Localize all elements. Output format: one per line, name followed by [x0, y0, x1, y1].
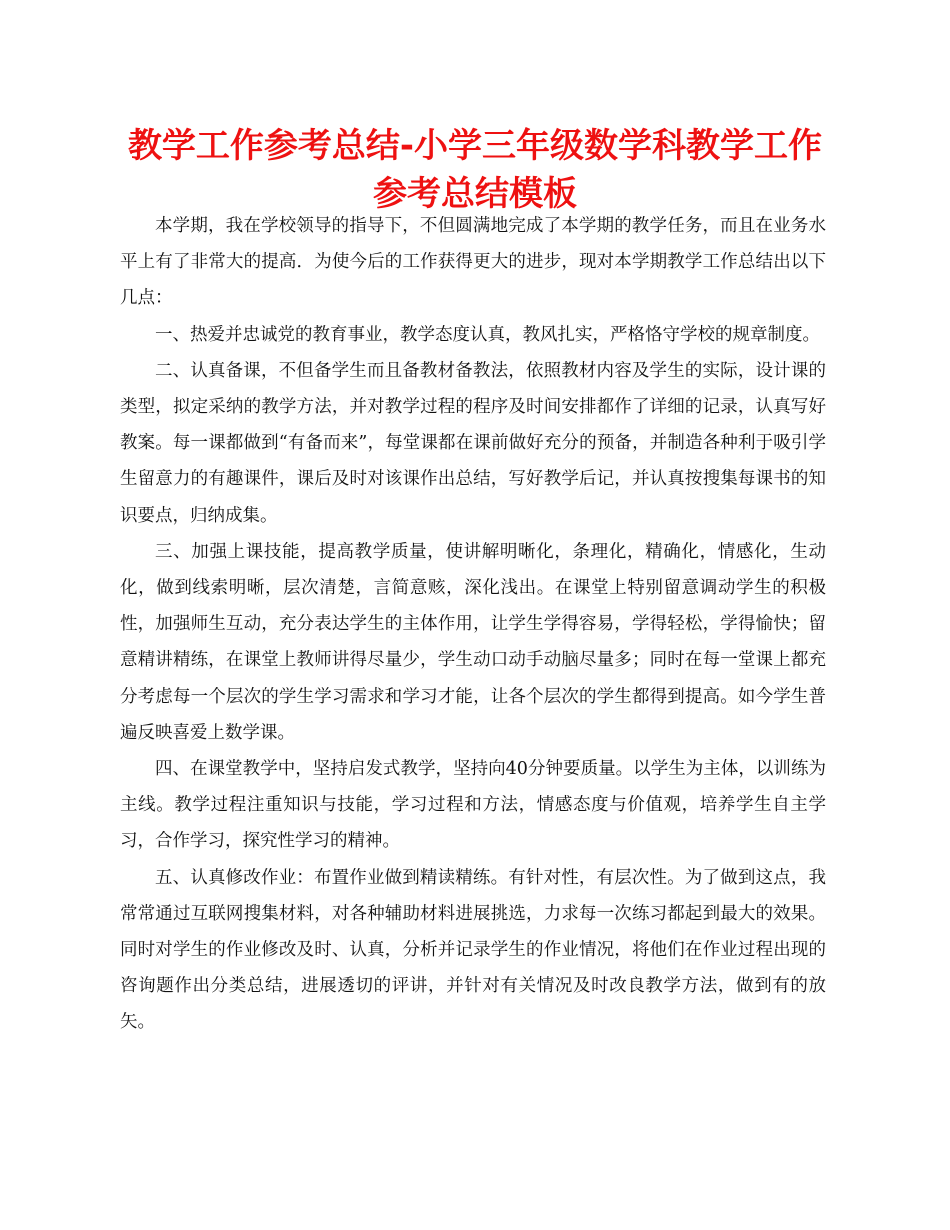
- paragraph-intro: 本学期，我在学校领导的指导下，不但圆满地完成了本学期的教学任务，而且在业务水平上有了非常大的提高．为使今后的工作获得更大的进步，现对本学期教学工作总结出以下几点：: [120, 216, 826, 309]
- document-title: 教学工作参考总结-小学三年级数学科教学工作参考总结模板: [127, 126, 823, 214]
- paragraph-point-5: 五、认真修改作业：布置作业做到精读精练。有针对性，有层次性。为了做到这点，我常常通过互联网搜集材料，对各种辅助材料进展挑选，力求每一次练习都起到最大的效果。同时对学生的作业修改及时、认真，分析并记录学生的作业情况，将他们在作业过程出现的咨询题作出分类总结，进展透切的评讲，并针对有关情况及时改良教学方法，做到有的放矢。: [120, 867, 826, 1033]
- paragraph-point-4: 四、在课堂教学中，坚持启发式教学，坚持向40分钟要质量。以学生为主体，以训练为主线。教学过程注重知识与技能，学习过程和方法，情感态度与价值观，培养学生自主学习，合作学习，探究性学习的精神。: [120, 759, 826, 852]
- paragraph-point-3: 三、加强上课技能，提高教学质量，使讲解明晰化，条理化，精确化，情感化，生动化，做到线索明晰，层次清楚，言简意赅，深化浅出。在课堂上特别留意调动学生的积极性，加强师生互动，充分表达学生的主体作用，让学生学得容易，学得轻松，学得愉快；留意精讲精练，在课堂上教师讲得尽量少，学生动口动手动脑尽量多；同时在每一堂课上都充分考虑每一个层次的学生学习需求和学习才能，让各个层次的学生都得到提高。如今学生普遍反映喜爱上数学课。: [120, 541, 826, 743]
- paragraph-point-2: 二、认真备课，不但备学生而且备教材备教法，依照教材内容及学生的实际，设计课的类型，拟定采纳的教学方法，并对教学过程的程序及时间安排都作了详细的记录，认真写好教案。每一课都做到“有备而来”，每堂课都在课前做好充分的预备，并制造各种利于吸引学生留意力的有趣课件，课后及时对该课作出总结，写好教学后记，并认真按搜集每课书的知识要点，归纳成集。: [120, 360, 826, 526]
- document-body: [120, 208, 826, 1041]
- paragraph-point-1: 一、热爱并忠诚党的教育事业，教学态度认真，教风扎实，严格恪守学校的规章制度。: [155, 324, 820, 345]
